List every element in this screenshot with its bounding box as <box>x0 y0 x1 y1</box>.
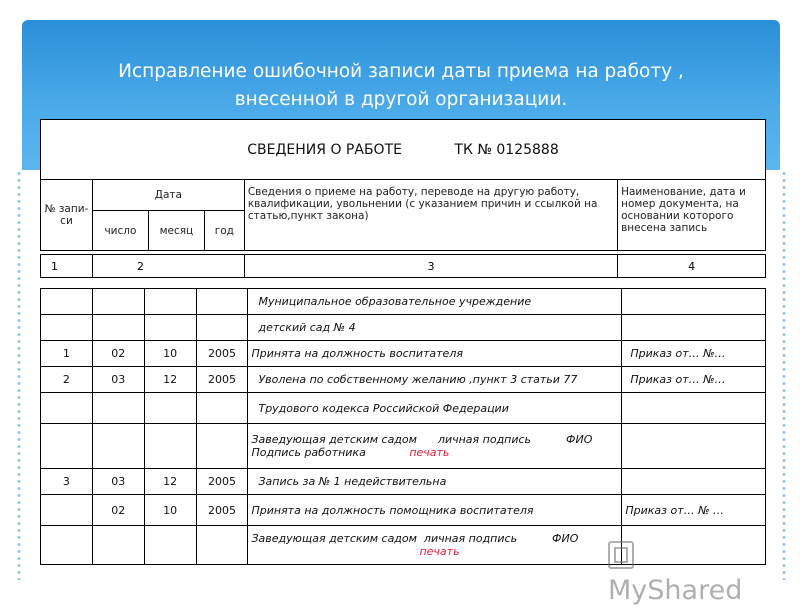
record-day: 03 <box>92 469 144 495</box>
col-year: год <box>204 211 244 251</box>
employee-signature-label: Подпись работника <box>251 446 366 459</box>
record-year: 2005 <box>196 495 248 526</box>
table-row <box>41 289 766 315</box>
record-month <box>144 424 196 469</box>
record-month: 12 <box>144 469 196 495</box>
record-month <box>144 315 196 341</box>
record-day <box>92 289 144 315</box>
record-document: Приказ от… № … <box>622 495 766 526</box>
record-year <box>196 393 248 424</box>
workbook-records-table <box>40 288 766 565</box>
record-year: 2005 <box>196 367 248 393</box>
record-day <box>92 424 144 469</box>
workbook-number: ТК № 0125888 <box>454 141 559 158</box>
signature-line-second <box>251 446 618 459</box>
record-number <box>41 424 93 469</box>
column-number-row <box>40 254 766 278</box>
col-info: Сведения о приеме на работу, переводе на другую работу, квалификации, увольнении (с указанием причин и ссылкой на статью,пункт закона) <box>244 180 617 251</box>
record-year <box>196 289 248 315</box>
record-document: Приказ от… №… <box>622 341 766 367</box>
record-month <box>144 289 196 315</box>
record-document <box>622 393 766 424</box>
record-document <box>622 424 766 469</box>
record-month <box>144 393 196 424</box>
record-number: 2 <box>41 367 93 393</box>
record-info <box>248 526 622 565</box>
record-number <box>41 495 93 526</box>
record-day: 03 <box>92 367 144 393</box>
table-row <box>41 495 766 526</box>
table-row <box>41 424 766 469</box>
record-year: 2005 <box>196 341 248 367</box>
slide-title <box>22 58 780 114</box>
table-row <box>41 469 766 495</box>
stamp-label: печать <box>419 545 460 558</box>
col-record-number: № запи-си <box>41 180 93 251</box>
workbook-header-table <box>40 119 766 251</box>
record-document <box>622 469 766 495</box>
record-year <box>196 424 248 469</box>
record-info: Запись за № 1 недействительна <box>248 469 622 495</box>
record-info: Принята на должность воспитателя <box>248 341 622 367</box>
record-day <box>92 393 144 424</box>
record-number: 1 <box>41 341 93 367</box>
presentation-board-icon <box>608 541 634 569</box>
right-dot-pattern <box>781 170 787 580</box>
slide-title-line2: внесенной в другой организации. <box>234 89 568 110</box>
record-day <box>92 526 144 565</box>
record-day: 02 <box>92 341 144 367</box>
work-info-heading: СВЕДЕНИЯ О РАБОТЕ <box>247 141 402 158</box>
record-number <box>41 526 93 565</box>
table-row <box>41 341 766 367</box>
left-dot-pattern <box>16 170 22 580</box>
col-month: месяц <box>148 211 204 251</box>
record-month: 10 <box>144 495 196 526</box>
record-day <box>92 315 144 341</box>
watermark-text: MyShared <box>608 575 743 606</box>
record-month: 10 <box>144 341 196 367</box>
record-year: 2005 <box>196 469 248 495</box>
record-number: 3 <box>41 469 93 495</box>
stamp-label: печать <box>409 446 450 459</box>
record-info: Муниципальное образовательное учреждение <box>248 289 622 315</box>
record-info: Принята на должность помощника воспитателя <box>248 495 622 526</box>
column-number: 3 <box>244 255 617 278</box>
column-number: 4 <box>618 255 766 278</box>
record-info: Трудового кодекса Российской Федерации <box>248 393 622 424</box>
slide-title-line1: Исправление ошибочной записи даты приема на работу , <box>118 61 684 82</box>
column-number: 2 <box>92 255 244 278</box>
watermark <box>608 540 770 606</box>
record-document <box>622 289 766 315</box>
record-month: 12 <box>144 367 196 393</box>
record-number <box>41 289 93 315</box>
signature-line: Заведующая детским садом личная подпись ФИО <box>251 433 593 446</box>
col-day: число <box>92 211 148 251</box>
record-info: детский сад № 4 <box>248 315 622 341</box>
column-number: 1 <box>41 255 93 278</box>
record-info <box>248 424 622 469</box>
table-row <box>41 315 766 341</box>
col-date: Дата <box>92 180 244 211</box>
work-info-banner <box>41 120 766 180</box>
record-month <box>144 526 196 565</box>
table-row <box>41 367 766 393</box>
signature-line: Заведующая детским садом личная подпись ФИО <box>251 532 579 545</box>
record-year <box>196 526 248 565</box>
record-info: Уволена по собственному желанию ,пункт 3 статьи 77 <box>248 367 622 393</box>
record-number <box>41 315 93 341</box>
record-day: 02 <box>92 495 144 526</box>
record-number <box>41 393 93 424</box>
record-year <box>196 315 248 341</box>
record-document: Приказ от… №… <box>622 367 766 393</box>
record-document <box>622 315 766 341</box>
col-document: Наименование, дата и номер документа, на основании которого внесена запись <box>618 180 766 251</box>
table-row <box>41 393 766 424</box>
